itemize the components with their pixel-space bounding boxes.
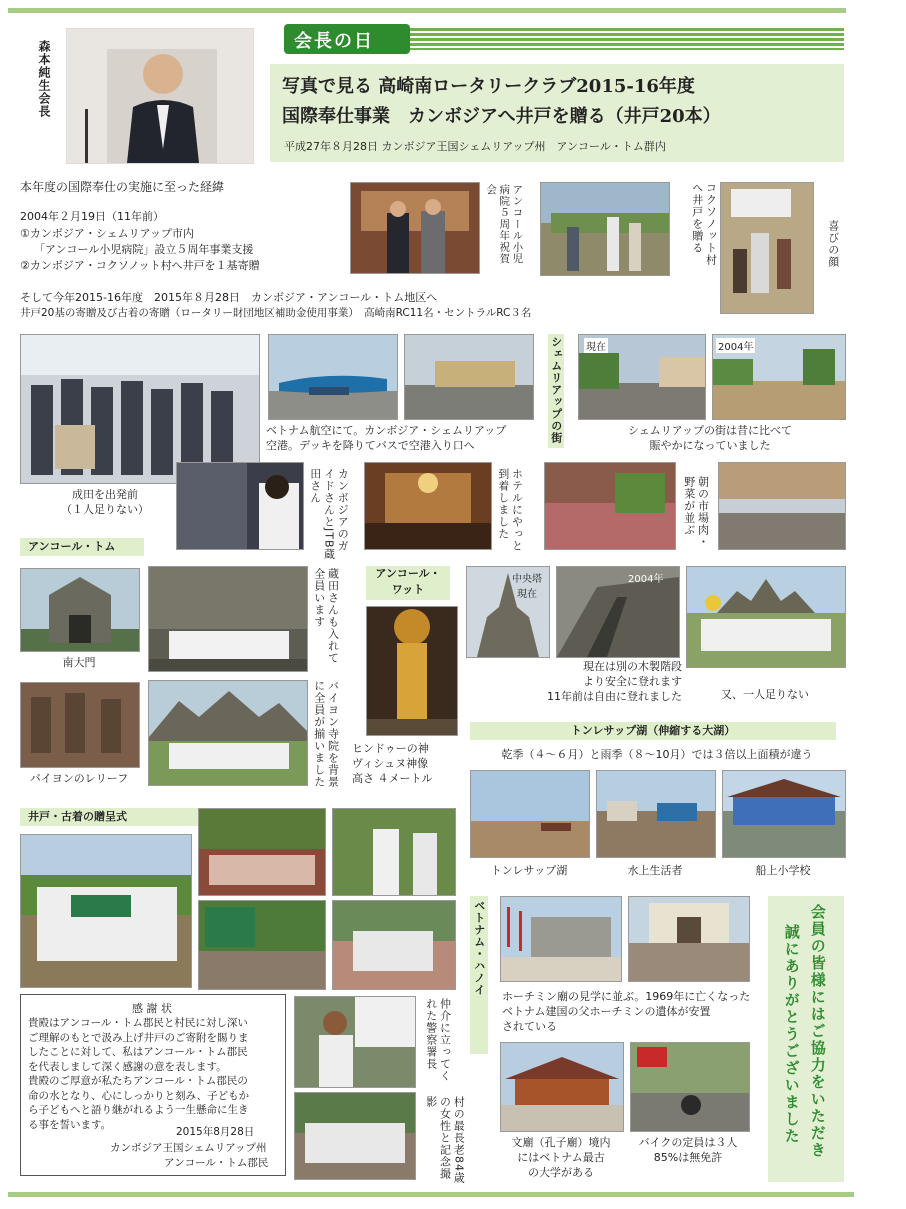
tonle-note: 乾季（４～６月）と雨季（８～10月）では３倍以上面積が違う <box>501 748 813 761</box>
certificate-signer2: アンコール・トム郡民 <box>164 1157 269 1169</box>
airport-photo <box>404 334 534 420</box>
siemreap-vertical: シェムリアップの街 <box>548 334 564 448</box>
thanks-line2: 誠にありがとうございました <box>782 924 801 1145</box>
hcm-queue-photo <box>628 896 750 982</box>
south-gate-caption: 南大門 <box>62 656 96 669</box>
again-missing-caption: 又、一人足りない <box>721 688 809 701</box>
mediator-caption: 仲介に立ってくれた警察署長 <box>424 998 452 1082</box>
bike-photo <box>630 1042 750 1132</box>
now-label: 現在 <box>584 338 608 353</box>
bayon-photo <box>148 566 308 672</box>
vietnam-hanoi-vertical: ベトナム・ハノイ <box>470 896 488 1054</box>
bike-caption: バイクの定員は３人 85%は無免許 <box>638 1136 738 1164</box>
village-chief-caption: 村の最長老84歳の女性と記念撮影 <box>424 1096 466 1184</box>
certificate-body: 貴殿はアンコール・トム郡民と村民に対し深い ご理解のもとで汲み上げ井戸のご寄附を賜りま したことに対して、私はアンコール・トム郡民 を代表しまして深く感謝の意を表します。 貴殿のご厚意が私たちアンコール・トム郡民の 命の水となり、心にしっかりと刻み、子どもか ら子どもへと語り継がれるよう一生懸命に生き る事を誓います。 <box>28 1017 250 1131</box>
vishnu-caption: ヒンドゥーの神 ヴィシュヌ神像 高さ ４メートル <box>352 742 433 785</box>
top-stripe <box>8 8 846 13</box>
angkor-thom-heading: アンコール・トム <box>20 538 144 556</box>
tonle-sap-heading-text: トンレサップ湖（伸縮する大湖） <box>570 724 736 737</box>
hotel-caption: ホテルにやっと到着しました <box>496 468 524 552</box>
guide-caption: カンボジアのガイドさんとJTB蔵田さん <box>308 468 350 561</box>
market-caption: 朝の市場肉・野菜が並ぶ <box>682 476 710 548</box>
bayon-all-caption: バイヨン寺院を背景に全員が揃いました <box>312 680 340 788</box>
ceremony-people-photo <box>332 900 456 990</box>
page-title: 写真で見る 高崎南ロータリークラブ2015-16年度 <box>282 76 695 97</box>
history-line1: 2004年２月19日（11年前） <box>20 210 164 223</box>
banner-label: 会長の日 <box>294 31 374 52</box>
bayon-relief-photo <box>20 682 140 768</box>
history-line5: そして今年2015-16年度 2015年８月28日 カンボジア・アンコール・トム地区へ <box>20 291 438 304</box>
narita-caption: 成田を出発前 （１人足りない） <box>61 488 149 516</box>
tonle-lake-photo <box>470 770 590 858</box>
thanks-box <box>768 896 844 1182</box>
well-ceremony-heading: 井戸・古着の贈呈式 <box>20 808 198 826</box>
hospital-caption: アンコール小児病院５周年祝賀会 <box>485 184 524 265</box>
kokusonot-caption: コクソノット村へ井戸を贈る <box>690 182 718 266</box>
temple-lit-photo <box>500 1042 624 1132</box>
south-gate-photo <box>20 568 140 652</box>
stairs-caption: 現在は別の木製階段 より安全に登れます 11年前は自由に登れました <box>547 660 682 703</box>
joy-photo <box>720 182 814 314</box>
central-tower-label: 中央塔 現在 <box>512 574 542 600</box>
bayon-group-photo <box>148 680 308 786</box>
bayon-relief-caption: バイヨンのレリーフ <box>29 772 129 785</box>
page-title-2: 国際奉仕事業 カンボジアへ井戸を贈る（井戸20本） <box>282 106 721 127</box>
floating-caption: 水上生活者 <box>627 864 683 877</box>
boat-school-photo <box>722 770 846 858</box>
history-line6: 井戸20基の寄贈及び古着の寄贈（ロータリー財団地区補助金使用事業） 高崎南RC11名・セントラルRC３名 <box>20 307 532 319</box>
tonle-lake-caption: トンレサップ湖 <box>490 864 568 877</box>
market-photo <box>544 462 676 550</box>
angkor-wat-group-photo <box>686 566 846 668</box>
subtitle: 平成27年８月28日 カンボジア王国シェムリアップ州 アンコール・トム群内 <box>284 140 666 153</box>
bottom-stripe <box>8 1192 854 1197</box>
history-line4: ②カンボジア・コクソノット村へ井戸を１基寄贈 <box>20 259 260 272</box>
airplane-photo <box>268 334 398 420</box>
market-street-photo <box>718 462 846 550</box>
floating-photo <box>596 770 716 858</box>
ceremony-group-photo <box>20 834 192 988</box>
joy-caption: 喜びの顔 <box>826 220 840 268</box>
history-line3: 「アンコール小児病院」設立５周年事業支援 <box>34 243 254 256</box>
temple-lit-caption: 文廟（孔子廟）境内 にはベトナム最古 の大学がある <box>511 1136 611 1179</box>
hcm-mausoleum-caption: ホーチミン廟の見学に並ぶ。1969年に亡くなった ベトナム建国の父ホーチミンの遺体が安置 されている <box>502 990 751 1033</box>
thanks-line1: 会員の皆様にはご協力をいただき <box>808 904 827 1159</box>
tonle-sap-heading <box>470 722 836 740</box>
history-line2: ①カンボジア・シェムリアップ市内 <box>20 227 194 240</box>
kokusonot-photo <box>540 182 670 276</box>
angkor-wat-heading: アンコール・ ワット <box>366 566 450 600</box>
president-caption: 森本純生会長 <box>37 40 51 118</box>
president-photo <box>66 28 254 164</box>
certificate-signer1: カンボジア王国シェムリアップ州 <box>110 1142 267 1154</box>
hcm-mausoleum-photo <box>500 896 622 982</box>
siemreap-compare-caption: シェムリアップの街は昔に比べて 賑やかになっていました <box>627 424 792 452</box>
ceremony-crowd-photo <box>198 808 326 896</box>
village-chief-photo <box>294 1092 416 1180</box>
banner <box>284 24 844 54</box>
everyone-kurata-caption: 蔵田さんも入れて全員います <box>312 568 340 664</box>
ceremony-sign-photo <box>198 900 326 990</box>
vishnu-photo <box>366 606 458 736</box>
hotel-photo <box>364 462 492 550</box>
boat-school-caption: 船上小学校 <box>755 864 811 877</box>
vietnam-air-caption: ベトナム航空にて。カンボジア・シェムリアップ 空港。デッキを降りてバスで空港入り口へ <box>266 424 507 452</box>
certificate-date: 2015年8月28日 <box>176 1126 255 1138</box>
history-heading: 本年度の国際奉仕の実施に至った経緯 <box>20 180 225 194</box>
mediator-photo <box>294 996 416 1088</box>
y2004-label: 2004年 <box>716 338 755 353</box>
hospital-photo <box>350 182 480 274</box>
y2004-b-label: 2004年 <box>628 574 664 585</box>
certificate-title: 感 謝 状 <box>132 1002 172 1015</box>
ceremony-handover-photo <box>332 808 456 896</box>
guide-photo <box>176 462 304 550</box>
